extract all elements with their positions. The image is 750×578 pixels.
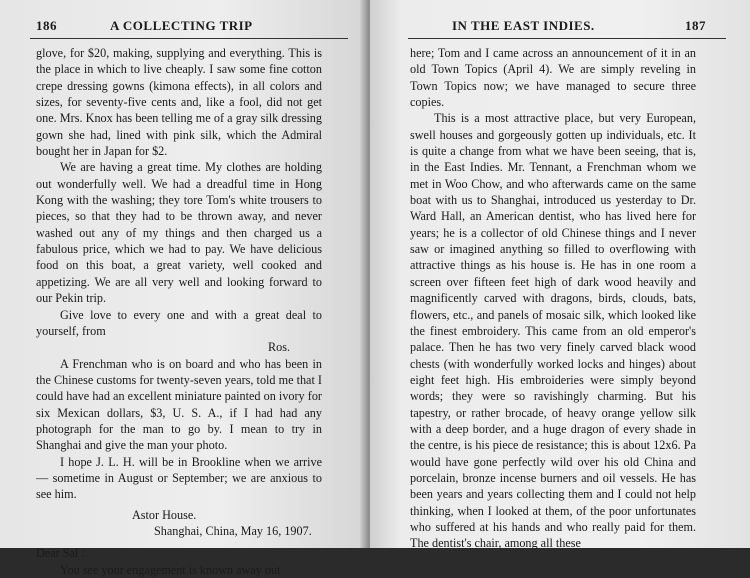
left-page-text xyxy=(36,45,322,578)
address-line: Astor House. xyxy=(132,507,197,522)
salutation: Dear Sal : xyxy=(36,546,85,561)
paragraph: glove, for $20, making, supplying and everything. This is the place in which to live cheaply. I saw some fine cotton crepe dressing gowns (kimona effects), in all colors and sizes, for seventy-five cents and, like a fool, did not get one. Mrs. Knox has been telling me of a gray silk dressing gown she had, lined with pink silk, which the Admiral bought her in Japan for $2. xyxy=(36,46,322,159)
address-line: Shanghai, China, May 16, 1907. xyxy=(154,523,312,538)
running-title-left: A COLLECTING TRIP xyxy=(110,18,253,33)
right-page xyxy=(370,0,750,551)
paragraph: here; Tom and I came across an announcement of it in an old Town Topics (April 4). We are simply reveling in Town Topics now; we have managed to secure three copies. xyxy=(410,46,696,110)
paragraph: A Frenchman who is on board and who has been in the Chinese customs for twenty-seven years, told me that I could have had an excellent miniature painted on ivory for six Mexican dollars, $3, U. S. A., if I had had any photograph for the man to go by. I mean to try in Shanghai and give the man your photo. xyxy=(36,356,322,453)
header-rule-right xyxy=(408,38,726,39)
paragraph: Give love to every one and with a great deal to yourself, from xyxy=(36,307,322,338)
left-page xyxy=(0,0,366,577)
header-rule-left xyxy=(30,38,348,39)
paragraph: We are having a great time. My clothes are holding out wonderfully well. We had a dreadful time in Hong Kong with the washing; they tore Tom's white trousers to pieces, so that they had to be thrown away, and never washed out any of my things and then charged us a fabulous price, which we had to pay. We have delicious food on this boat, a great variety, well cooked and appetizing. We are all very well and looking forward to our Pekin trip. xyxy=(36,160,322,306)
running-title-right: IN THE EAST INDIES. xyxy=(452,18,595,33)
page-number-left: 186 xyxy=(36,18,57,33)
page-number-right: 187 xyxy=(685,18,706,33)
paragraph: I hope J. L. H. will be in Brookline when we arrive — sometime in August or September; we are anxious to see him. xyxy=(36,454,322,502)
right-page-text xyxy=(410,45,696,552)
signature: Ros. xyxy=(267,340,290,355)
paragraph: This is a most attractive place, but very European, swell houses and gorgeously gotten up individuals, etc. It is quite a change from what we have been seeing, that is, in the East Indies. Mr. Tennant, a Frenchman whom we met in Woo Chow, and who afterwards came on the same boat with us to Shanghai, introduced us yesterday to Dr. Ward Hall, an American dentist, who has lived here for years; he is a collector of old Chinese things and I never saw or imagined anything so filled to overflowing with attractive things as his house is. He has in one room a screen over fifteen feet high of dark wood heavily and magnificently carved with dragons, birds, clouds, bats, flowers, etc., and panels of mosaic silk, which looked like the finest embroidery. This came from an old emperor's palace. Then he has two very finely carved black wood chests (with wonderfully worked locks and hinges) about eight feet high. His embroideries were simply beyond words; they were so ravishingly charming. But his tapestry, or rather brocade, of heavy orange yellow silk with a deep border, and a huge dragon of every shade in the centre, is his piece de resistance; this is about 12x6. Pa would have gone perfectly wild over his old China and porcelain, bronze incense burners and oil vessels. He has been years and years collecting them and I could not help thinking, when I looked at them, of the poor unfortunates who suffered at his hands and who really paid for them. The dentist's chair, among all these xyxy=(410,111,696,551)
paragraph: You see your engagement is known away out xyxy=(60,562,281,577)
